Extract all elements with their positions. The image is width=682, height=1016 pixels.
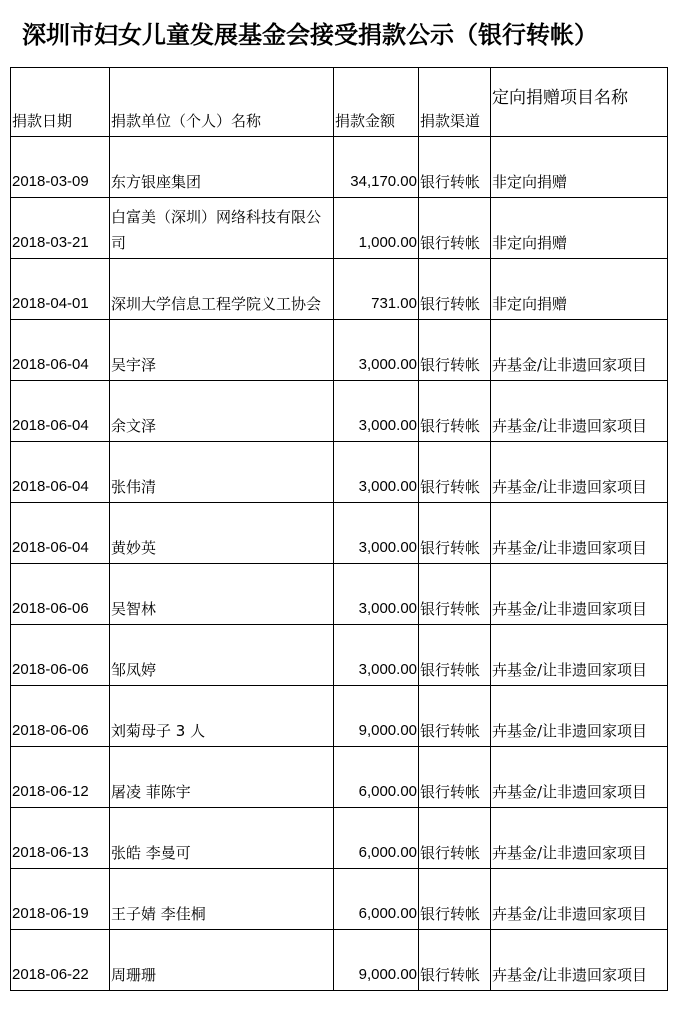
cell-amount: 34,170.00 (334, 137, 419, 198)
cell-date: 2018-06-22 (11, 930, 110, 991)
header-date: 捐款日期 (11, 68, 110, 137)
table-row (11, 564, 668, 625)
cell-channel: 银行转帐 (419, 930, 491, 991)
table-row (11, 503, 668, 564)
cell-project: 卉基金/让非遗回家项目 (491, 564, 668, 625)
cell-channel: 银行转帐 (419, 198, 491, 259)
cell-channel: 银行转帐 (419, 381, 491, 442)
header-name: 捐款单位（个人）名称 (110, 68, 334, 137)
cell-date: 2018-06-04 (11, 320, 110, 381)
table-row (11, 198, 668, 259)
cell-channel: 银行转帐 (419, 564, 491, 625)
table-row (11, 259, 668, 320)
cell-channel: 银行转帐 (419, 625, 491, 686)
cell-date: 2018-03-21 (11, 198, 110, 259)
cell-project: 非定向捐赠 (491, 137, 668, 198)
cell-date: 2018-04-01 (11, 259, 110, 320)
cell-donor-name: 王子婧 李佳桐 (110, 869, 334, 930)
table-row (11, 747, 668, 808)
cell-project: 卉基金/让非遗回家项目 (491, 808, 668, 869)
cell-channel: 银行转帐 (419, 747, 491, 808)
cell-donor-name: 黄妙英 (110, 503, 334, 564)
table-row (11, 869, 668, 930)
table-row (11, 381, 668, 442)
cell-donor-name: 周珊珊 (110, 930, 334, 991)
cell-project: 卉基金/让非遗回家项目 (491, 686, 668, 747)
cell-donor-name: 张伟清 (110, 442, 334, 503)
cell-channel: 银行转帐 (419, 808, 491, 869)
cell-channel: 银行转帐 (419, 137, 491, 198)
cell-date: 2018-06-04 (11, 381, 110, 442)
page-title: 深圳市妇女儿童发展基金会接受捐款公示（银行转帐） (22, 21, 598, 49)
table-row (11, 442, 668, 503)
table-row (11, 686, 668, 747)
cell-amount: 3,000.00 (334, 381, 419, 442)
cell-channel: 银行转帐 (419, 259, 491, 320)
cell-channel: 银行转帐 (419, 442, 491, 503)
cell-donor-name: 刘菊母子 3 人 (110, 686, 334, 747)
cell-date: 2018-06-06 (11, 564, 110, 625)
cell-date: 2018-06-12 (11, 747, 110, 808)
donation-table (10, 67, 668, 991)
cell-donor-name: 吴智林 (110, 564, 334, 625)
cell-date: 2018-06-06 (11, 625, 110, 686)
cell-amount: 3,000.00 (334, 442, 419, 503)
table-row (11, 137, 668, 198)
cell-project: 卉基金/让非遗回家项目 (491, 381, 668, 442)
cell-donor-name: 白富美（深圳）网络科技有限公司 (110, 198, 334, 259)
cell-date: 2018-06-19 (11, 869, 110, 930)
cell-project: 卉基金/让非遗回家项目 (491, 442, 668, 503)
cell-project: 卉基金/让非遗回家项目 (491, 503, 668, 564)
cell-donor-name: 吴宇泽 (110, 320, 334, 381)
cell-amount: 3,000.00 (334, 320, 419, 381)
cell-date: 2018-06-04 (11, 442, 110, 503)
table-row (11, 625, 668, 686)
header-channel: 捐款渠道 (419, 68, 491, 137)
cell-amount: 9,000.00 (334, 686, 419, 747)
cell-donor-name: 邹凤婷 (110, 625, 334, 686)
table-header-row (11, 68, 668, 137)
cell-amount: 3,000.00 (334, 503, 419, 564)
cell-date: 2018-06-13 (11, 808, 110, 869)
cell-donor-name: 东方银座集团 (110, 137, 334, 198)
cell-amount: 6,000.00 (334, 869, 419, 930)
cell-donor-name: 张皓 李曼可 (110, 808, 334, 869)
cell-amount: 3,000.00 (334, 625, 419, 686)
cell-project: 卉基金/让非遗回家项目 (491, 747, 668, 808)
cell-donor-name: 余文泽 (110, 381, 334, 442)
cell-channel: 银行转帐 (419, 503, 491, 564)
cell-channel: 银行转帐 (419, 320, 491, 381)
cell-project: 卉基金/让非遗回家项目 (491, 625, 668, 686)
cell-donor-name: 深圳大学信息工程学院义工协会 (110, 259, 334, 320)
header-amount: 捐款金额 (334, 68, 419, 137)
cell-project: 卉基金/让非遗回家项目 (491, 869, 668, 930)
cell-amount: 3,000.00 (334, 564, 419, 625)
cell-amount: 731.00 (334, 259, 419, 320)
table-row (11, 320, 668, 381)
cell-amount: 9,000.00 (334, 930, 419, 991)
table-row (11, 808, 668, 869)
cell-project: 非定向捐赠 (491, 259, 668, 320)
cell-project: 卉基金/让非遗回家项目 (491, 320, 668, 381)
cell-date: 2018-06-04 (11, 503, 110, 564)
cell-date: 2018-06-06 (11, 686, 110, 747)
cell-date: 2018-03-09 (11, 137, 110, 198)
cell-donor-name: 屠凌 菲陈宇 (110, 747, 334, 808)
cell-channel: 银行转帐 (419, 686, 491, 747)
cell-project: 非定向捐赠 (491, 198, 668, 259)
table-row (11, 930, 668, 991)
cell-project: 卉基金/让非遗回家项目 (491, 930, 668, 991)
cell-amount: 6,000.00 (334, 747, 419, 808)
cell-amount: 6,000.00 (334, 808, 419, 869)
header-project: 定向捐赠项目名称 (491, 68, 668, 137)
cell-amount: 1,000.00 (334, 198, 419, 259)
cell-channel: 银行转帐 (419, 869, 491, 930)
